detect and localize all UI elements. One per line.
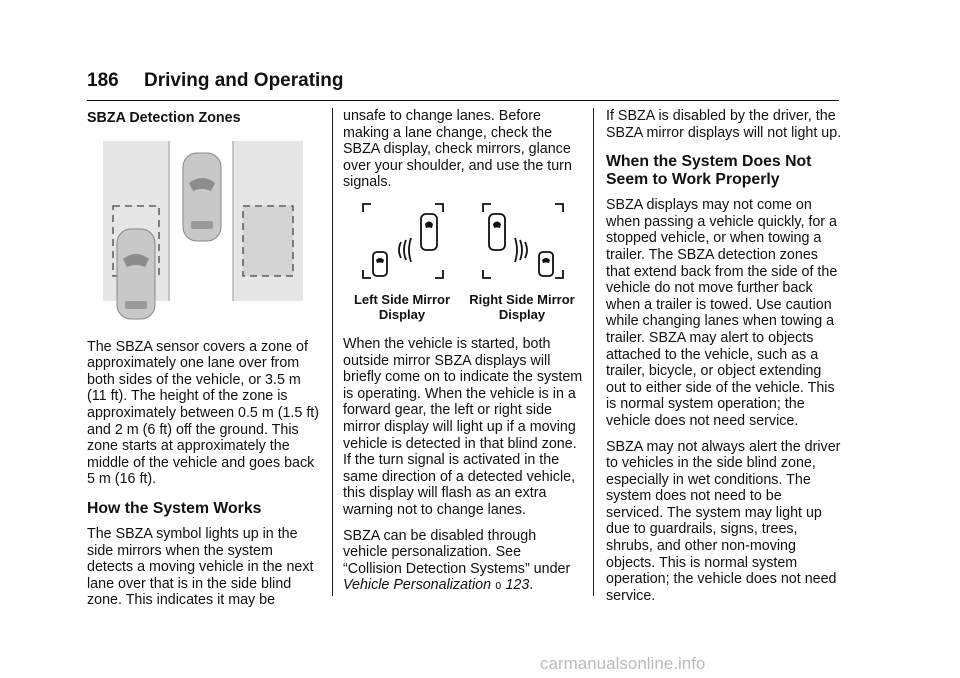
host-vehicle-icon [183,153,221,241]
mirror-captions [343,292,583,326]
disable-text-end: . [529,577,534,594]
paragraph-displays-may-not-come-on: SBZA displays may not come on when passing a vehicle quickly, for a stopped vehicle, or when towing a trailer. The SBZA detection zones that extend back from the side of the vehicle do not move further back when a trailer is towed. Use caution while changing lanes when towing a trailer. SBZA may alert to objects attached to the vehicle, such as a trailer, bicycle, or object extending out to either side of the vehicle. This is normal system operation; the vehicle does not need service. [606,197,838,429]
left-mirror-display-icon [363,204,443,278]
paragraph-may-not-always-alert: SBZA may not always alert the driver to vehicles in the side blind zone, especially in wet conditions. The system does not need to be serviced. The system may light up due to guardrails, signs, trees, shrubs, and other non-moving objects. This is normal system operation; the vehicle does not need service. [606,438,841,604]
paragraph-symbol-lights: The SBZA symbol lights up in the side mirrors when the system detects a moving vehicle in the next lane over that is in the side blind zone. This indicates it may be [87,525,314,609]
heading-how-system-works: How the System Works [87,499,262,517]
column-3 [606,108,842,613]
page-reference-number[interactable]: 123 [505,577,530,594]
heading-system-not-working: When the System Does Not Seem to Work Properly [606,153,812,189]
column-divider-2 [593,108,594,596]
detection-zones-illustration [103,141,303,321]
mirror-displays-illustration [343,200,583,290]
watermark: carmanualsonline.info [540,654,706,673]
subheading-detection-zones: SBZA Detection Zones [87,110,241,126]
paragraph-sensor-coverage: The SBZA sensor covers a zone of approximately one lane over from both sides of the vehicle, or 3.5 m (11 ft). The height of the zone is approximately between 0.5 m (1.5 ft) and 2 m (6 ft) off the ground. This zone starts at approximately the middle of the vehicle and goes back 5 m (16 ft). [87,338,320,488]
column-1 [87,108,322,618]
blind-zone-vehicle-icon [117,229,155,319]
caption-left-mirror: Left Side Mirror Display [353,291,451,322]
right-mirror-display-icon [483,204,563,278]
paragraph-unsafe-lane-change: unsafe to change lanes. Before making a lane change, check the SBZA display, check mirrors, glance over your shoulder, and use the turn signals. [343,108,572,191]
disable-text: SBZA can be disabled through vehicle personalization. See “Collision Detection Systems” under [343,527,571,577]
column-2 [343,108,583,605]
right-detection-zone [243,206,293,276]
paragraph-disable-sbza [343,528,583,596]
column-divider-1 [332,108,333,596]
paragraph-vehicle-started: When the vehicle is started, both outside mirror SBZA displays will briefly come on to indicate the system is operating. When the vehicle is in a forward gear, the left or right side mirror display will light up if a moving vehicle is detected in that blind zone. If the turn signal is activated in the same direction of a detected vehicle, this display will flash as an extra warning not to change lanes. [343,335,583,518]
header-rule [87,100,839,101]
section-title: Driving and Operating [144,70,344,91]
page-header [87,70,839,100]
page-number: 186 [87,70,119,91]
page-reference-arrow-icon: 0 [495,581,502,593]
paragraph-disabled-by-driver: If SBZA is disabled by the driver, the SBZA mirror displays will not light up. [606,108,842,141]
vehicle-personalization-link[interactable]: Vehicle Personalization [343,577,492,594]
caption-right-mirror: Right Side Mirror Display [469,291,575,322]
